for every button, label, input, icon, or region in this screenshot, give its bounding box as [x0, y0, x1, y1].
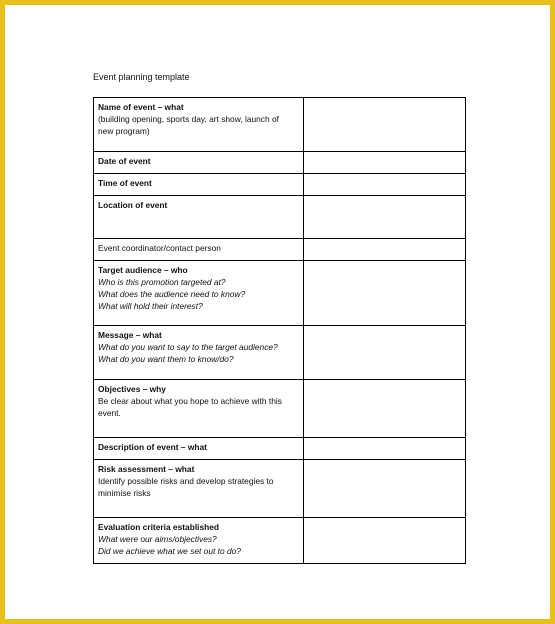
row-description-cell: [94, 174, 304, 196]
row-detail-line: What do you want them to know/do?: [98, 354, 234, 364]
row-description-cell: [94, 326, 304, 380]
row-label: Date of event: [98, 156, 151, 166]
document-title: Event planning template: [93, 72, 190, 82]
row-label: Objectives – why: [98, 384, 166, 394]
table-row: [94, 380, 466, 438]
row-label: Target audience – who: [98, 265, 188, 275]
row-entry-cell[interactable]: [304, 518, 466, 564]
row-description-cell: [94, 518, 304, 564]
row-description-cell: [94, 152, 304, 174]
table-row: [94, 518, 466, 564]
row-description-cell: [94, 380, 304, 438]
row-entry-cell[interactable]: [304, 196, 466, 239]
row-label: Message – what: [98, 330, 162, 340]
row-entry-cell[interactable]: [304, 380, 466, 438]
row-detail-line: Who is this promotion targeted at?: [98, 277, 226, 287]
table-row: [94, 261, 466, 326]
row-entry-cell[interactable]: [304, 438, 466, 460]
row-description-cell: [94, 261, 304, 326]
table-row: [94, 438, 466, 460]
row-entry-cell[interactable]: [304, 460, 466, 518]
row-label: Name of event – what: [98, 102, 184, 112]
row-label: Risk assessment – what: [98, 464, 195, 474]
row-entry-cell[interactable]: [304, 174, 466, 196]
row-entry-cell[interactable]: [304, 326, 466, 380]
table-row: [94, 326, 466, 380]
row-label: Description of event – what: [98, 442, 207, 452]
document-page: [5, 5, 550, 619]
table-row: [94, 196, 466, 239]
row-label: Time of event: [98, 178, 152, 188]
table-row: [94, 174, 466, 196]
row-detail-line: Identify possible risks and develop strategies to: [98, 476, 274, 486]
row-entry-cell[interactable]: [304, 152, 466, 174]
row-detail-line: What does the audience need to know?: [98, 289, 246, 299]
row-detail-line: new program): [98, 126, 150, 136]
table-row: [94, 239, 466, 261]
row-label: Location of event: [98, 200, 168, 210]
row-description-cell: [94, 196, 304, 239]
row-entry-cell[interactable]: [304, 239, 466, 261]
row-description-cell: [94, 239, 304, 261]
table-row: [94, 460, 466, 518]
row-detail-line: event.: [98, 408, 121, 418]
row-detail-line: What do you want to say to the target audience?: [98, 342, 278, 352]
row-description-cell: [94, 460, 304, 518]
row-entry-cell[interactable]: [304, 261, 466, 326]
table-row: [94, 98, 466, 152]
row-detail-line: Event coordinator/contact person: [98, 243, 221, 253]
row-detail-line: What will hold their interest?: [98, 301, 203, 311]
row-detail-line: (building opening, sports day, art show, launch of: [98, 114, 279, 124]
row-label: Evaluation criteria established: [98, 522, 220, 532]
row-description-cell: [94, 98, 304, 152]
row-detail-line: What were our aims/objectives?: [98, 534, 217, 544]
row-detail-line: Be clear about what you hope to achieve with this: [98, 396, 282, 406]
table-row: [94, 152, 466, 174]
row-detail-line: minimise risks: [98, 488, 151, 498]
row-detail-line: Did we achieve what we set out to do?: [98, 546, 241, 556]
event-planning-table: [93, 97, 466, 564]
row-entry-cell[interactable]: [304, 98, 466, 152]
row-description-cell: [94, 438, 304, 460]
